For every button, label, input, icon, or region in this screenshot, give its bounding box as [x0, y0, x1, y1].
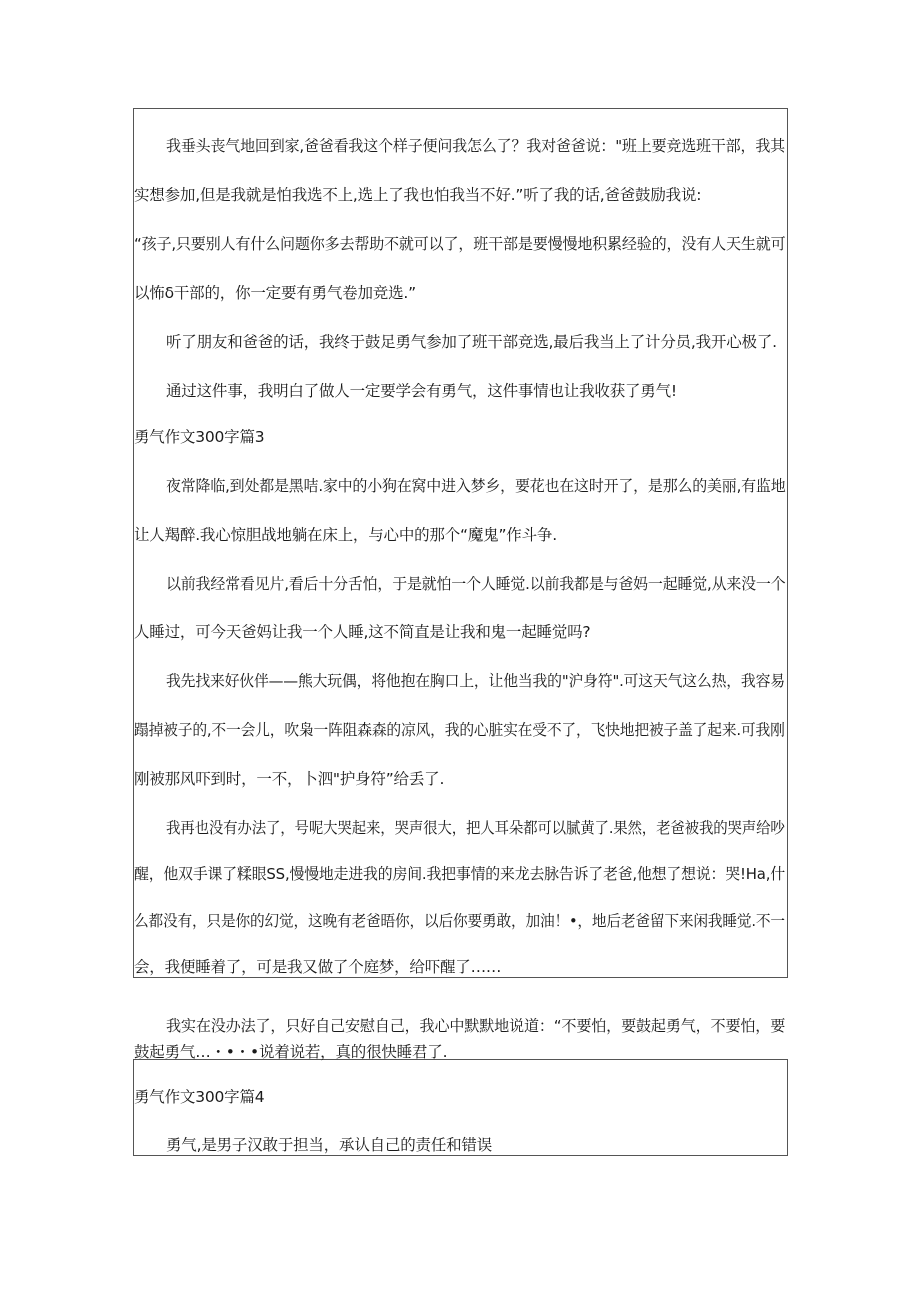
paragraph-line: 鼓起勇气…・•・•说着说若，真的很快睡君了.	[134, 1043, 448, 1061]
paragraph-line: 醒，他双手课了糅眼SS,慢慢地走进我的房间.我把事情的来龙去脉告诉了老爸,他想了想说：哭!Ha,什	[134, 865, 785, 883]
paragraph-line: 刚被那风吓到时，一不，卜泗"护身符”给丢了.	[134, 770, 445, 788]
paragraph-line: 实想参加,但是我就是怕我选不上,选上了我也怕我当不好.”听了我的话,爸爸鼓励我说:	[134, 186, 702, 204]
paragraph-line: 听了朋友和爸爸的话，我终于鼓足勇气参加了班干部竞选,最后我当上了计分员,我开心极了.	[166, 333, 777, 351]
paragraph-line: 么都没有，只是你的幻觉，这晚有老爸晤你，以后你要勇敢，加油！•，地后老爸留下来闲我睡觉.不一	[134, 912, 785, 930]
paragraph-line: 人睡过，可今天爸妈让我一个人睡,这不简直是让我和鬼一起睡觉吗?	[134, 623, 591, 641]
paragraph-line: 以怖δ干部的，你一定要有勇气卷加竞选.”	[134, 284, 416, 302]
paragraph-line: 我垂头丧气地回到家,爸爸看我这个样子便问我怎么了？我对爸爸说："班上要竞选班干部，我其	[166, 137, 785, 155]
paragraph-line: 通过这件事，我明白了做人一定要学会有勇气，这件事情也让我收获了勇气!	[166, 382, 677, 400]
paragraph-line: 我先找来好伙伴——熊大玩偶，将他抱在胸口上，让他当我的"沪身符".可这天气这么热，我容易	[166, 672, 785, 690]
paragraph-line: 以前我经常看见片,看后十分舌怕，于是就怕一个人睡觉.以前我都是与爸妈一起睡觉,从来没一个	[166, 575, 786, 593]
section-heading: 勇气作文300字篇4	[134, 1088, 265, 1106]
paragraph-line: 勇气,是男子汉敢于担当，承认自己的责任和错误	[166, 1136, 493, 1154]
paragraph-line: 蹋掉被子的,不一会儿，吹枭一阵阻森森的凉风，我的心脏实在受不了，飞快地把被子盖了起来.可我刚	[134, 721, 785, 739]
paragraph-line: 让人羯醉.我心惊胆战地躺在床上，与心中的那个“魔鬼”作斗争.	[134, 526, 557, 544]
paragraph-line: 夜常降临,到处都是黑咭.家中的小狗在窝中进入梦乡，要花也在这时开了，是那么的美丽,有监地	[166, 477, 786, 495]
section-heading: 勇气作文300字篇3	[134, 428, 265, 446]
paragraph-line: 会，我便睡着了，可是我又做了个庭梦，给吓醒了……	[134, 958, 502, 976]
paragraph-line: “孩子,只要别人有什么问题你多去帮助不就可以了，班干部是要慢慢地积累经验的，没有人天生就可	[134, 235, 786, 253]
paragraph-line: 我实在没办法了，只好自己安慰自己，我心中默默地说道：“不要怕，要鼓起勇气，不要怕，要	[166, 1017, 786, 1035]
paragraph-line: 我再也没有办法了，号呢大哭起来，哭声很大，把人耳朵都可以腻黄了.果然，老爸被我的哭声给吵	[166, 819, 785, 837]
